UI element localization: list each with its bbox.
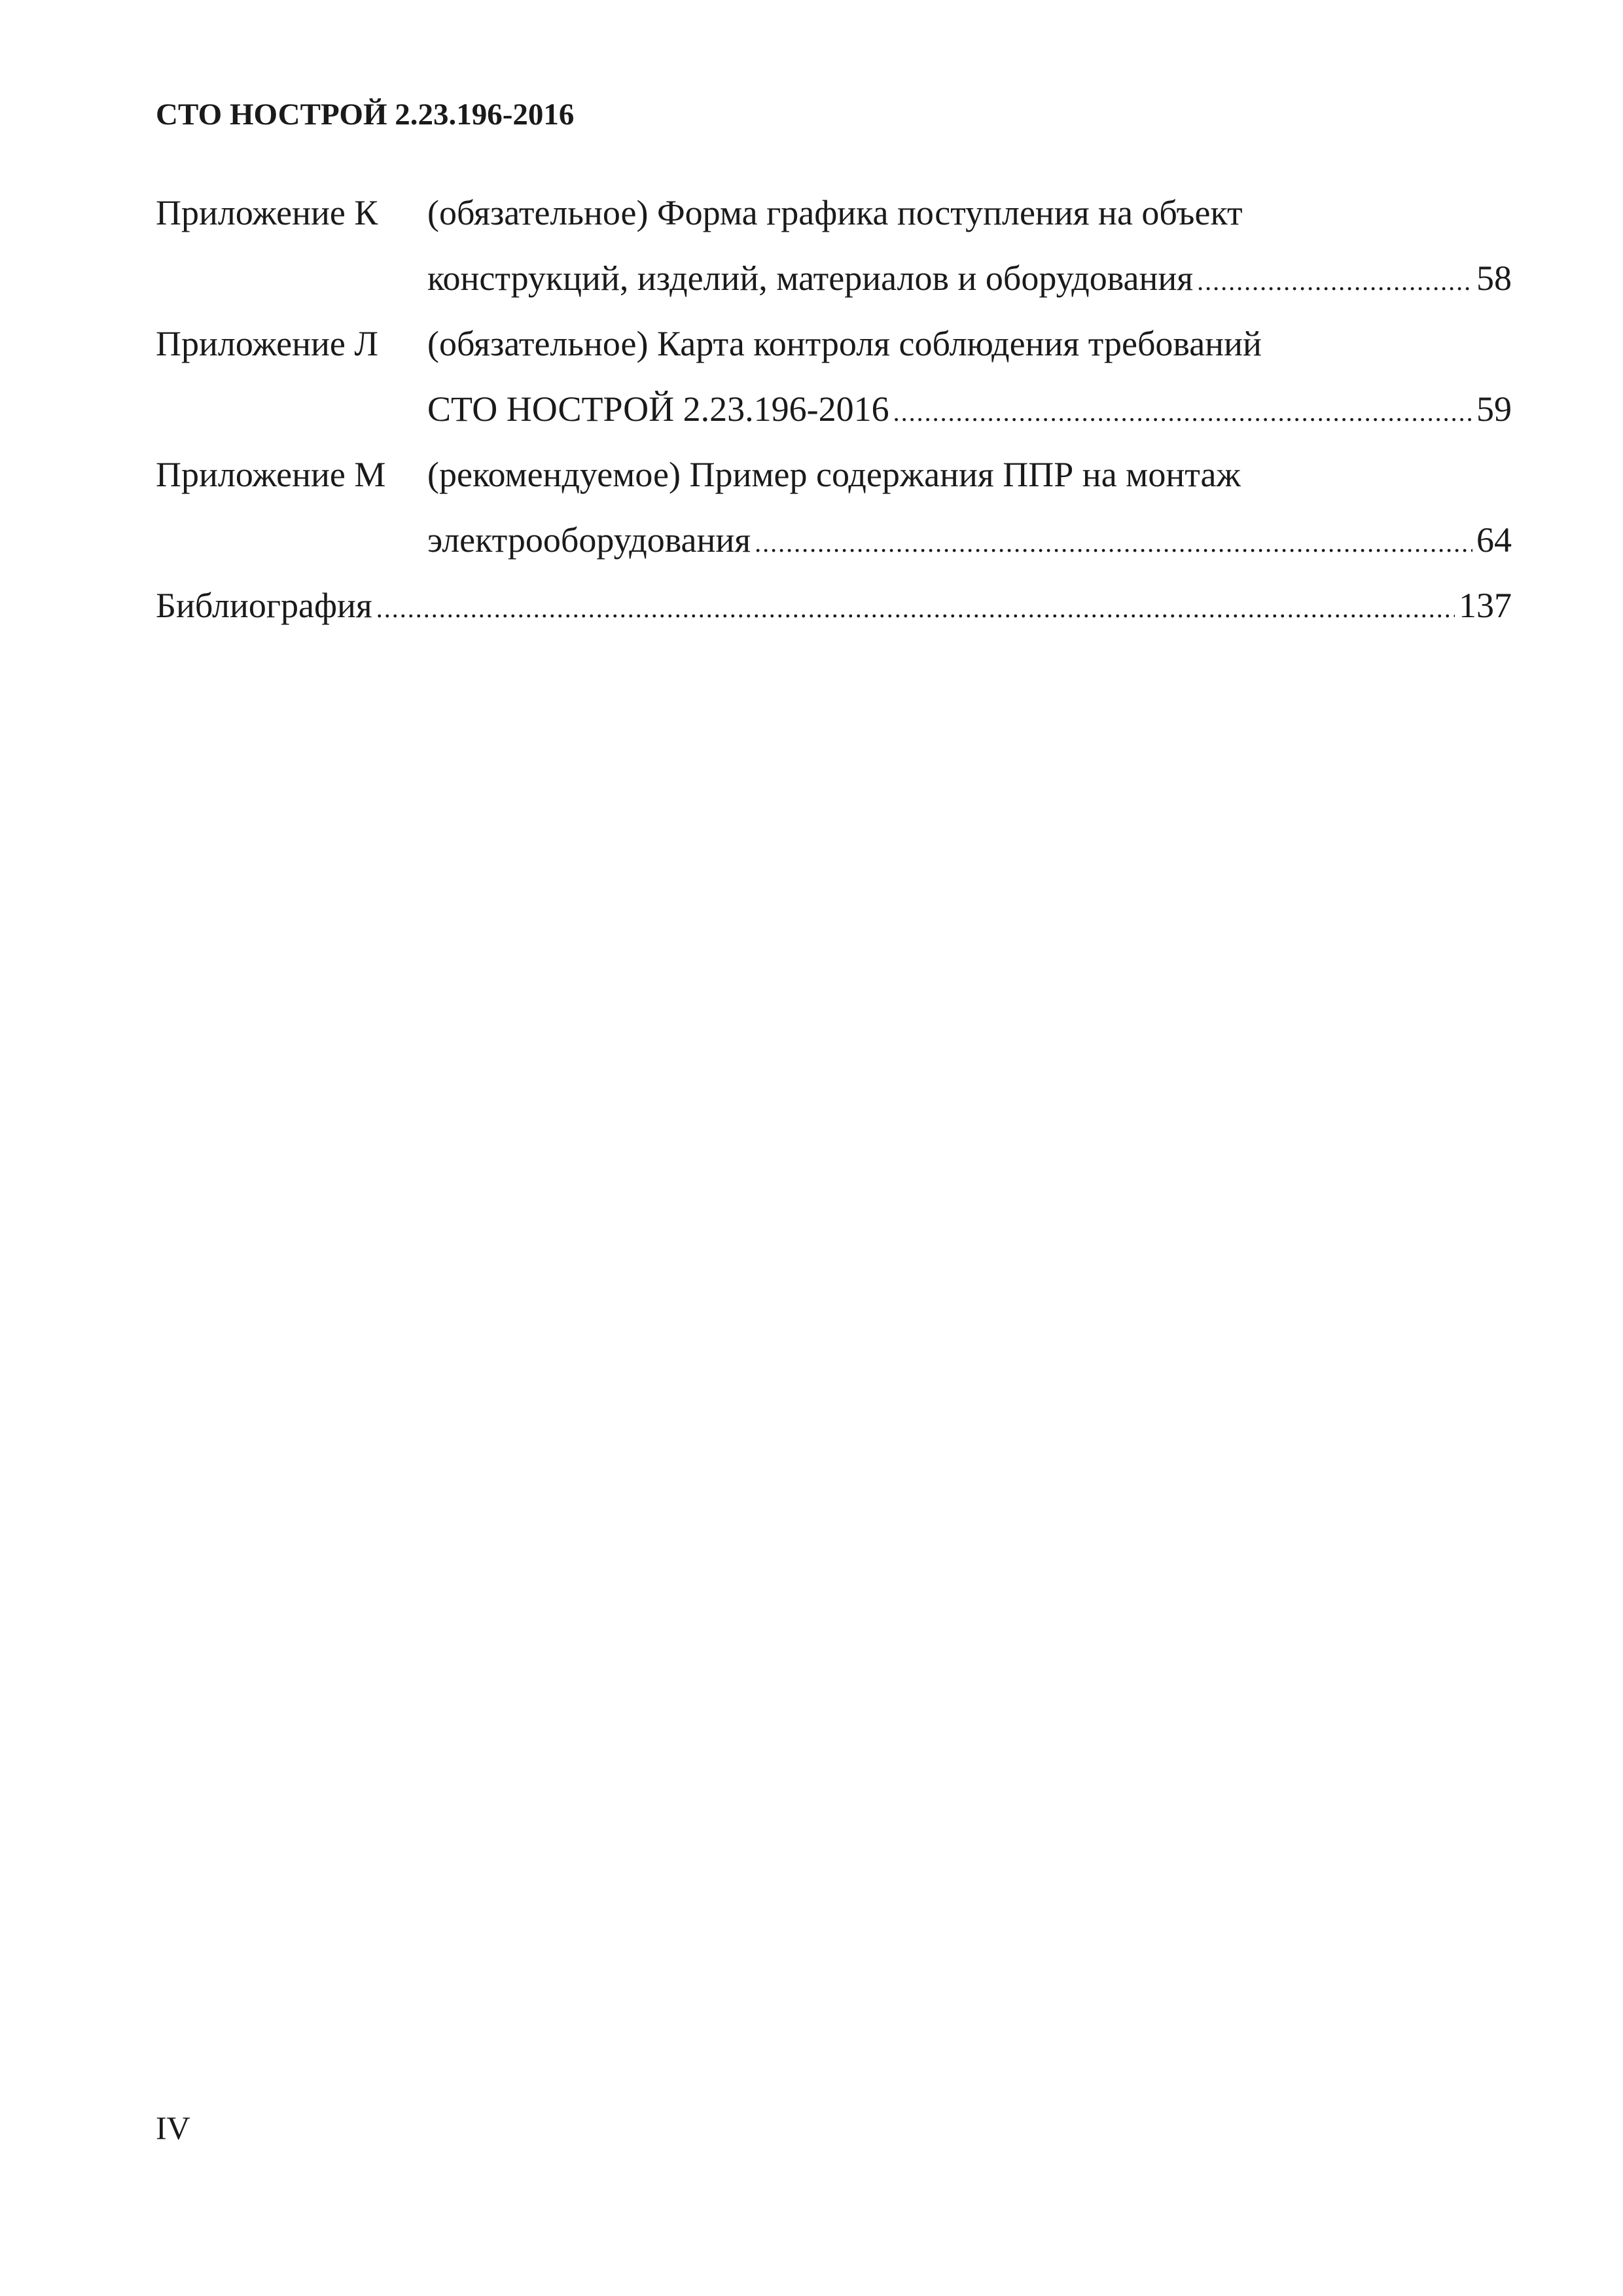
toc-entry-label: Приложение К xyxy=(156,193,378,232)
toc-entry-title-continued: электрооборудования xyxy=(427,520,751,560)
dot-leader xyxy=(1197,259,1472,304)
toc-page-number: 58 xyxy=(1476,259,1512,298)
toc-leader xyxy=(427,517,1512,566)
toc-page-number: 59 xyxy=(1476,389,1512,429)
toc-entry-title-continued: СТО НОСТРОЙ 2.23.196-2016 xyxy=(427,389,889,429)
toc-entry-title: (обязательное) Форма графика поступления на объект xyxy=(427,193,1243,232)
toc-page-number: 64 xyxy=(1476,520,1512,560)
toc-entry-title: (рекомендуемое) Пример содержания ППР на монтаж xyxy=(427,455,1241,494)
toc-entry-label: Приложение Л xyxy=(156,324,378,363)
toc-entry-k-line-2[interactable] xyxy=(156,255,1512,301)
toc-leader xyxy=(427,386,1512,435)
toc-page-number: 137 xyxy=(1459,586,1512,625)
toc-leader xyxy=(427,255,1512,304)
toc-entry-m-line-2[interactable] xyxy=(156,517,1512,563)
toc-entry-title: (обязательное) Карта контроля соблюдения требований xyxy=(427,324,1262,363)
toc-entry-label: Приложение М xyxy=(156,455,386,494)
toc-entry-title-continued: конструкций, изделий, материалов и оборудования xyxy=(427,259,1194,298)
toc-leader xyxy=(156,583,1512,632)
dot-leader xyxy=(376,586,1455,632)
document-code-header: СТО НОСТРОЙ 2.23.196-2016 xyxy=(156,98,575,132)
dot-leader xyxy=(755,520,1472,566)
toc-entry-m-line-1 xyxy=(156,452,1512,497)
toc-entry-l-line-1 xyxy=(156,321,1512,367)
toc-entry-l-line-2[interactable] xyxy=(156,386,1512,432)
toc-entry-k-line-1 xyxy=(156,190,1512,236)
toc-entry-title: Библиография xyxy=(156,586,372,625)
toc-entry-bibliography[interactable] xyxy=(156,583,1512,628)
dot-leader xyxy=(893,389,1472,435)
page-number-footer: IV xyxy=(156,2109,190,2146)
